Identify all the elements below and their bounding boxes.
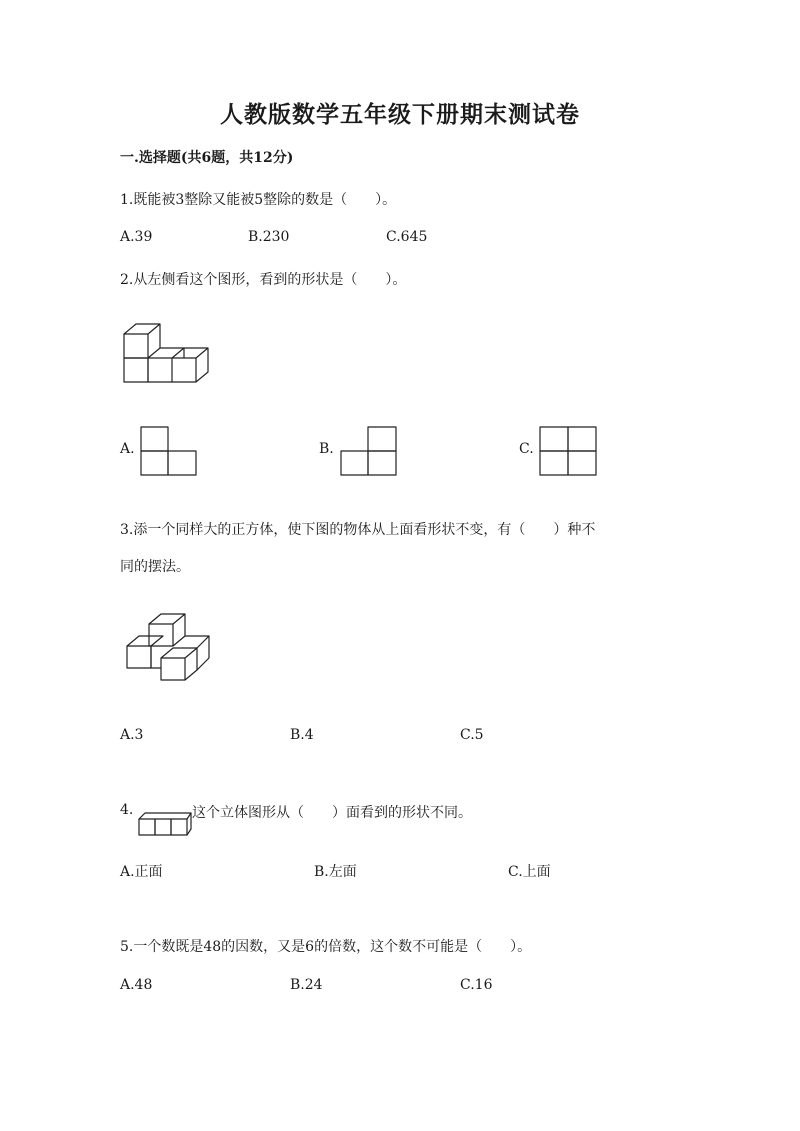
question-2-option-a: A. xyxy=(120,441,135,457)
question-5-stem: 5.一个数既是48的因数，又是6的倍数，这个数不可能是（ ）。 xyxy=(120,939,532,955)
question-5-option-b: B.24 xyxy=(290,977,323,993)
question-3-option-c: C.5 xyxy=(460,727,484,743)
option-c-shape-icon xyxy=(539,426,599,478)
question-4-stem: 这个立体图形从（ ）面看到的形状不同。 xyxy=(192,805,472,821)
question-2-option-b: B. xyxy=(319,441,334,457)
question-3-option-a: A.3 xyxy=(120,727,144,743)
question-5-option-c: C.16 xyxy=(460,977,493,993)
question-4-option-c: C.上面 xyxy=(508,864,551,880)
question-3-option-b: B.4 xyxy=(290,727,314,743)
question-5-option-a: A.48 xyxy=(120,977,153,993)
section-heading: 一.选择题(共6题，共12分) xyxy=(120,150,294,166)
page-title: 人教版数学五年级下册期末测试卷 xyxy=(220,101,580,128)
question-2-stem: 2.从左侧看这个图形，看到的形状是（ ）。 xyxy=(120,272,407,288)
question-1-option-c: C.645 xyxy=(386,229,428,245)
cube-cluster-icon xyxy=(122,610,212,684)
question-1-stem: 1.既能被3整除又能被5整除的数是（ ）。 xyxy=(120,192,397,208)
cube-row-icon xyxy=(136,810,192,838)
question-1-option-a: A.39 xyxy=(120,229,153,245)
question-2-option-c: C. xyxy=(519,441,534,457)
option-a-shape-icon xyxy=(140,426,200,478)
question-3-stem-line-2: 同的摆法。 xyxy=(120,559,190,575)
question-4-option-b: B.左面 xyxy=(314,864,357,880)
cube-stack-icon xyxy=(118,318,213,386)
option-b-shape-icon xyxy=(340,426,400,478)
question-1-option-b: B.230 xyxy=(248,229,290,245)
question-3-stem-line-1: 3.添一个同样大的正方体，使下图的物体从上面看形状不变，有（ ）种不 xyxy=(120,522,596,538)
question-4-number: 4. xyxy=(120,802,134,818)
question-4-option-a: A.正面 xyxy=(120,864,163,880)
